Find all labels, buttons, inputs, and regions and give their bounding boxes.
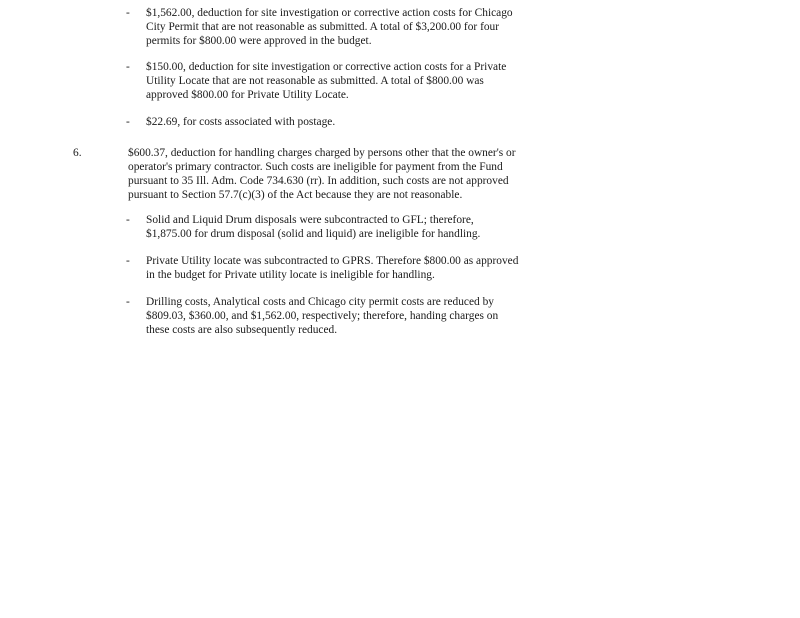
text-line: permits for $800.00 were approved in the budget.: [146, 35, 372, 47]
item-paragraph: [128, 146, 516, 202]
bullet-paragraph: [146, 60, 506, 102]
item-number: 6.: [73, 147, 82, 159]
bullet-paragraph: [146, 295, 498, 337]
text-line: $1,562.00, deduction for site investigation or corrective action costs for Chicago: [146, 7, 513, 19]
bullet-paragraph: [146, 254, 518, 282]
text-line: these costs are also subsequently reduced.: [146, 324, 338, 336]
text-line: approved $800.00 for Private Utility Locate.: [146, 89, 349, 101]
bullet-paragraph: [146, 6, 513, 48]
text-line: $809.03, $360.00, and $1,562.00, respectively; therefore, handing charges on: [146, 310, 499, 322]
text-line: $150.00, deduction for site investigation or corrective action costs for a Private: [146, 61, 507, 73]
bullet-dash: -: [126, 214, 130, 226]
bullet-dash: -: [126, 296, 130, 308]
text-line: Utility Locate that are not reasonable as submitted. A total of $800.00 was: [146, 75, 484, 87]
bullet-paragraph: [146, 115, 335, 129]
bullet-dash: -: [126, 116, 130, 128]
bullet-dash: -: [126, 61, 130, 73]
text-line: in the budget for Private utility locate is ineligible for handling.: [146, 269, 435, 281]
text-line: $22.69, for costs associated with postage.: [146, 116, 336, 128]
text-line: $1,875.00 for drum disposal (solid and liquid) are ineligible for handling.: [146, 228, 481, 240]
text-line: City Permit that are not reasonable as submitted. A total of $3,200.00 for four: [146, 21, 500, 33]
bullet-dash: -: [126, 7, 130, 19]
bullet-paragraph: [146, 213, 480, 241]
text-line: Solid and Liquid Drum disposals were subcontracted to GFL; therefore,: [146, 214, 474, 226]
bullet-dash: -: [126, 255, 130, 267]
text-line: pursuant to Section 57.7(c)(3) of the Act because they are not reasonable.: [128, 189, 463, 201]
text-line: operator's primary contractor. Such costs are ineligible for payment from the Fund: [128, 161, 503, 173]
text-line: Drilling costs, Analytical costs and Chicago city permit costs are reduced by: [146, 296, 494, 308]
text-line: Private Utility locate was subcontracted to GPRS. Therefore $800.00 as approved: [146, 255, 519, 267]
text-line: $600.37, deduction for handling charges charged by persons other that the owner's or: [128, 147, 516, 159]
text-line: pursuant to 35 Ill. Adm. Code 734.630 (rr). In addition, such costs are not approved: [128, 175, 509, 187]
